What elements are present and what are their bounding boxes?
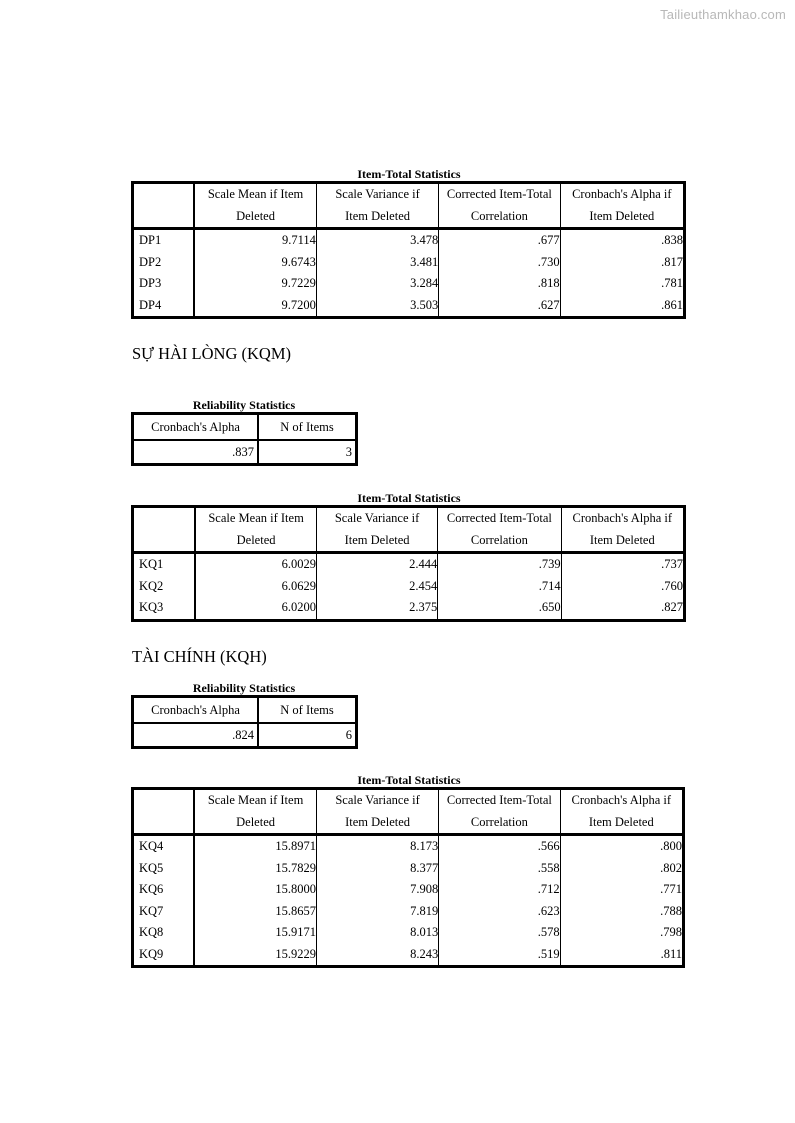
reliability-caption-kqh: Reliability Statistics	[192, 681, 296, 695]
item-total-caption-dp: Item-Total Statistics	[357, 167, 461, 181]
header-alpha-if-deleted: Cronbach's Alpha if Item Deleted	[561, 507, 684, 553]
watermark: Tailieuthamkhao.com	[660, 7, 786, 22]
table-row	[133, 295, 685, 318]
alpha-if-deleted-cell: .781	[560, 273, 684, 295]
scale-mean-cell: 15.9229	[194, 944, 316, 967]
header-corrected-correlation: Corrected Item-Total Correlation	[438, 507, 561, 553]
reliability-table-kqm	[131, 412, 358, 466]
scale-variance-cell: 3.284	[316, 273, 438, 295]
scale-mean-cell: 15.8971	[194, 835, 316, 858]
alpha-if-deleted-cell: .802	[560, 858, 683, 880]
row-label: KQ1	[133, 553, 196, 576]
item-total-table-kqm	[131, 505, 686, 622]
table-row	[133, 879, 684, 901]
alpha-if-deleted-cell: .798	[560, 922, 683, 944]
row-label: KQ2	[133, 576, 196, 598]
scale-variance-cell: 8.173	[316, 835, 438, 858]
alpha-if-deleted-cell: .737	[561, 553, 684, 576]
scale-variance-cell: 2.454	[316, 576, 437, 598]
scale-mean-cell: 6.0629	[195, 576, 316, 598]
alpha-if-deleted-cell: .817	[560, 252, 684, 274]
n-of-items-value: 3	[258, 440, 356, 465]
scale-mean-cell: 9.7200	[194, 295, 316, 318]
table-row	[133, 901, 684, 923]
item-total-table-kqh	[131, 787, 685, 968]
scale-variance-cell: 3.481	[316, 252, 438, 274]
reliability-caption-kqm: Reliability Statistics	[192, 398, 296, 412]
alpha-if-deleted-cell: .800	[560, 835, 683, 858]
row-label-header	[133, 789, 195, 835]
row-label: DP2	[133, 252, 195, 274]
scale-variance-cell: 7.908	[316, 879, 438, 901]
row-label: KQ4	[133, 835, 195, 858]
corrected-correlation-cell: .712	[439, 879, 560, 901]
table-row	[133, 858, 684, 880]
table-row	[133, 835, 684, 858]
corrected-correlation-cell: .578	[439, 922, 560, 944]
header-alpha-if-deleted: Cronbach's Alpha if Item Deleted	[560, 183, 684, 229]
table-row	[133, 597, 685, 620]
corrected-correlation-cell: .623	[439, 901, 560, 923]
header-alpha-if-deleted: Cronbach's Alpha if Item Deleted	[560, 789, 683, 835]
table-row	[133, 273, 685, 295]
item-total-caption-kqh: Item-Total Statistics	[357, 773, 461, 787]
corrected-correlation-cell: .677	[439, 229, 560, 252]
alpha-if-deleted-cell: .788	[560, 901, 683, 923]
header-corrected-correlation: Corrected Item-Total Correlation	[439, 789, 560, 835]
scale-variance-cell: 7.819	[316, 901, 438, 923]
alpha-if-deleted-cell: .811	[560, 944, 683, 967]
reliability-table-kqh	[131, 695, 358, 749]
section-title-kqh: TÀI CHÍNH (KQH)	[132, 647, 267, 666]
corrected-correlation-cell: .566	[439, 835, 560, 858]
alpha-if-deleted-cell: .838	[560, 229, 684, 252]
header-corrected-correlation: Corrected Item-Total Correlation	[439, 183, 560, 229]
scale-variance-cell: 2.375	[316, 597, 437, 620]
header-scale-variance: Scale Variance if Item Deleted	[316, 789, 438, 835]
corrected-correlation-cell: .818	[439, 273, 560, 295]
header-n-of-items: N of Items	[258, 414, 356, 441]
alpha-if-deleted-cell: .760	[561, 576, 684, 598]
row-label: KQ6	[133, 879, 195, 901]
cronbach-alpha-value: .824	[232, 727, 255, 742]
corrected-correlation-cell: .558	[439, 858, 560, 880]
row-label-header	[133, 507, 196, 553]
corrected-correlation-cell: .650	[438, 597, 561, 620]
cronbach-alpha-value: .837	[232, 444, 255, 459]
header-scale-mean: Scale Mean if Item Deleted	[194, 789, 316, 835]
alpha-if-deleted-cell: .827	[561, 597, 684, 620]
header-scale-mean: Scale Mean if Item Deleted	[195, 507, 316, 553]
corrected-correlation-cell: .730	[439, 252, 560, 274]
table-row	[133, 944, 684, 967]
scale-mean-cell: 9.7114	[194, 229, 316, 252]
table-row	[133, 553, 685, 576]
table-row	[133, 252, 685, 274]
scale-mean-cell: 9.6743	[194, 252, 316, 274]
row-label: KQ5	[133, 858, 195, 880]
row-label: DP3	[133, 273, 195, 295]
scale-variance-cell: 8.013	[316, 922, 438, 944]
header-cronbach-alpha: Cronbach's Alpha	[133, 697, 259, 724]
table-row	[133, 922, 684, 944]
row-label: DP1	[133, 229, 195, 252]
alpha-if-deleted-cell: .861	[560, 295, 684, 318]
corrected-correlation-cell: .627	[439, 295, 560, 318]
row-label: DP4	[133, 295, 195, 318]
row-label: KQ9	[133, 944, 195, 967]
item-total-caption-kqm: Item-Total Statistics	[357, 491, 461, 505]
row-label-header	[133, 183, 195, 229]
section-title-kqm: SỰ HÀI LÒNG (KQM)	[132, 344, 291, 363]
scale-variance-cell: 2.444	[316, 553, 437, 576]
scale-mean-cell: 6.0200	[195, 597, 316, 620]
corrected-correlation-cell: .739	[438, 553, 561, 576]
alpha-if-deleted-cell: .771	[560, 879, 683, 901]
scale-mean-cell: 6.0029	[195, 553, 316, 576]
table-row	[133, 229, 685, 252]
header-cronbach-alpha: Cronbach's Alpha	[133, 414, 259, 441]
scale-mean-cell: 15.8000	[194, 879, 316, 901]
header-scale-variance: Scale Variance if Item Deleted	[316, 183, 438, 229]
row-label: KQ3	[133, 597, 196, 620]
row-label: KQ8	[133, 922, 195, 944]
scale-variance-cell: 8.377	[316, 858, 438, 880]
scale-mean-cell: 9.7229	[194, 273, 316, 295]
scale-variance-cell: 3.478	[316, 229, 438, 252]
corrected-correlation-cell: .519	[439, 944, 560, 967]
header-scale-mean: Scale Mean if Item Deleted	[194, 183, 316, 229]
scale-mean-cell: 15.7829	[194, 858, 316, 880]
header-scale-variance: Scale Variance if Item Deleted	[316, 507, 437, 553]
header-n-of-items: N of Items	[258, 697, 356, 724]
scale-variance-cell: 3.503	[316, 295, 438, 318]
corrected-correlation-cell: .714	[438, 576, 561, 598]
scale-variance-cell: 8.243	[316, 944, 438, 967]
n-of-items-value: 6	[258, 723, 356, 748]
item-total-table-dp	[131, 181, 686, 319]
scale-mean-cell: 15.8657	[194, 901, 316, 923]
row-label: KQ7	[133, 901, 195, 923]
table-row	[133, 576, 685, 598]
scale-mean-cell: 15.9171	[194, 922, 316, 944]
